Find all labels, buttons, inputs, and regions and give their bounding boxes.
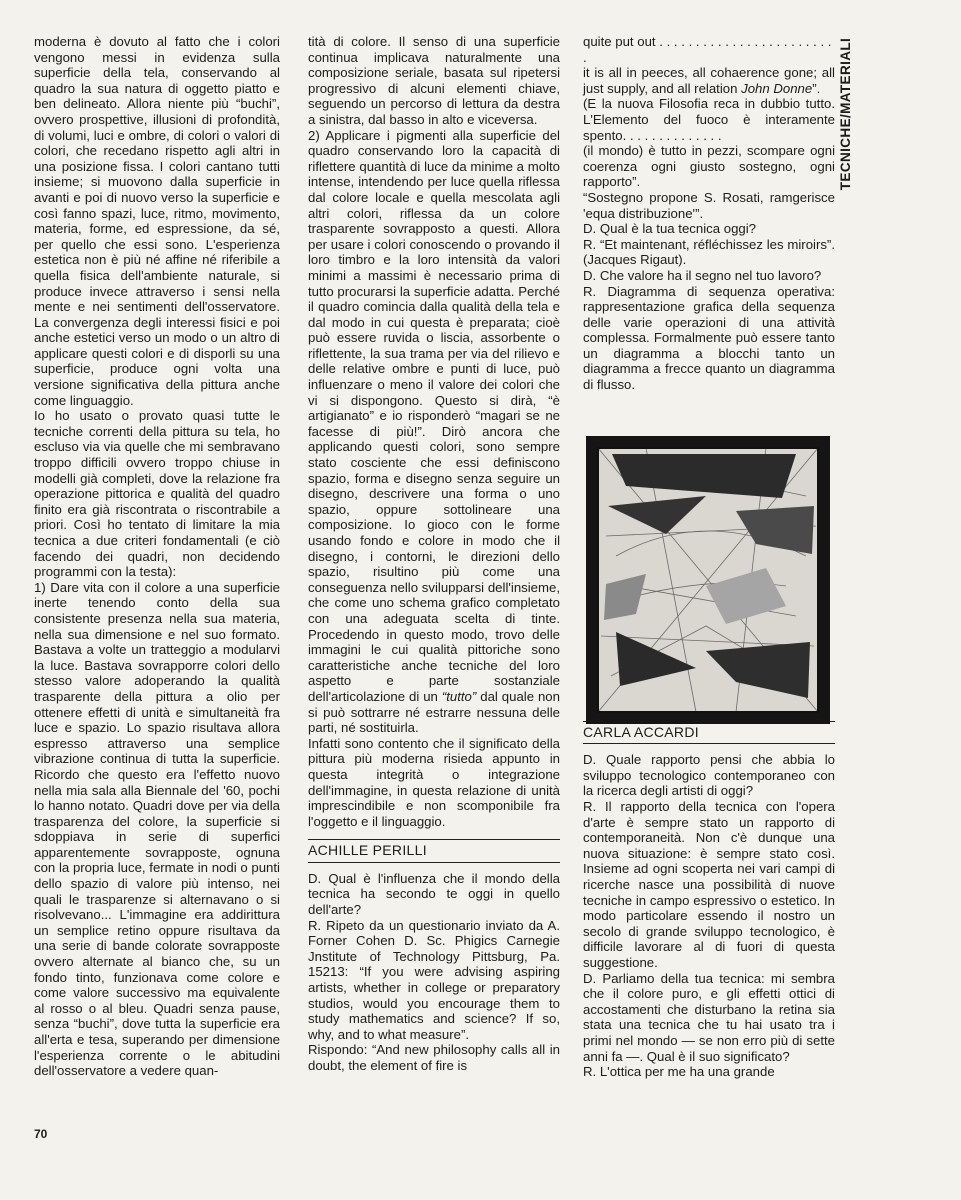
qa-answer: R. L'ottica per me ha una grande [583,1064,775,1080]
section-heading-accardi: CARLA ACCARDI [583,721,835,745]
qa-question: D. Qual è la tua tecnica oggi? [583,221,757,237]
qa-answer: R. Diagramma di sequenza operativa: rappresentazione grafica della sequenza delle varie operazioni di una attività complessa. Formalmente può essere tanto un diagramma a blocchi tanto un diagramma a frecce quanto un diagramma di flusso. [583,283,835,393]
section-label-text: TECNICHE/MATERIALI [838,37,853,191]
abstract-painting-icon [586,436,830,724]
qa-answer: R. Il rapporto della tecnica con l'opera d'arte è sempre stato un rapporto di contemporaneità. Non c'è dunque una nuova situazione: è sempre stato così. Insieme ad ogni scoperta nei vari campi di ricerche nasce una possibilità di nuove tecniche in campo espressivo o estetico. In modo particolare essendo il nostro un secolo di grande sviluppo tecnologico, è difficile lavorare al di fuori di questa suggestione. [583,799,835,970]
qa-answer: R. Ripeto da un questionario inviato da A. Forner Cohen D. Sc. Phigics Carnegie Jnstitute of Technology Pittsburg, Pa. 15213: “If you were advising aspiring artists, whether in college or preparatory studios, would you encourage them to study mathematics and science? If so, why, and to what measure”. [308,917,560,1042]
quote-text: it is all in peeces, all cohaerence gone; all just supply, and all relation [583,65,835,96]
paragraph: (E la nuova Filosofia reca in dubbio tutto. L'Elemento del fuoco è interamente spento. . . . . . . . . . . . . . [583,96,835,143]
qa-question: D. Quale rapporto pensi che abbia lo sviluppo tecnologico contemporaneo con la ricerca degli artisti di oggi? [583,752,835,799]
paragraph-text: 2) Applicare i pigmenti alla superficie del quadro conservando loro la capacità di riflettere quantità di luce da minime a molto intense, intendendo per luce quella riflessa dal colore locale e quella mescolata agli altri colori, riflessa da un colore trasparente sovrapposto a questi. Allora per usare i colori conoscendo o provando il loro timbro e la loro intensità da valori minimi a massimi è necessario prima di tutto procurarsi la superficie adatta. Perché il quadro comincia dalla qualità della tela e dal modo in cui questa è preparata; cioè può essere ruvida o liscia, assorbente o riflettente, la sua trama per via del rilievo e delle relative ombre e punti di luce, può influenzare o meno il valore dei colori che vi si dispongono. Questo si dirà, “è artigianato” e io risponderò “magari se ne facesse di più!”. Dirò ancora che applicando questi colori, sono sempre stato cosciente che essi definiscono spazio, forma e disegno senza seguire un disegno, descrivere una forma o uno spazio, oppure sottolineare una composizione. Io gioco con le forme usando fondo e colore in modo che il disegno, i contorni, le direzioni dello spazio, risultino più come una conseguenza nello svilupparsi dell'insieme, che come uno schema grafico completato con una adeguata scelta di tinte. Procedendo in questo modo, trovo delle immagini le cui qualità pittoriche sono caratteristiche anche tecniche del loro aspetto e parte sostanziale dell'articolazione di un [308,127,560,704]
paragraph-tail: dal quale non si può sottrarre né estrarre nessuna delle parti, né sostituirla. [308,688,560,736]
quote-author: John Donne [741,80,813,96]
paragraph: 1) Dare vita con il colore a una superficie inerte tenendo conto della sua consistente presenza nella sua materia, nella sua dimensione e nel suo formato. Bastava a volte un tratteggio a modularvi la luce. Bastava sovrapporre colori dello stesso valore adoperando la qualità trasparente della pittura a olio per ottenere effetti di unità e simultaneità fra luce e spazio. Lo spazio risultava allora espresso attraverso una semplice vibrazione continua di tutta la superficie. Ricordo che questo era l'effetto nuovo nella mia sala alla Biennale del '60, pochi lo hanno notato. Quadri dove per via della trasparenza del colore, la superficie si sdoppiava in serie di superfici apparentemente sovrapposte, ognuna con la propria luce, fermate in nodi o punti dello spazio di valore più intenso, nei quali le trasparenze si alternavano o si risolvevano... L'immagine era addirittura un semplice retino oppure risultava da una serie di bande colorate sovrapposte ovvero alternate al bianco che, su un fondo tinto, funzionava come colore e come valore successivo ma equivalente al rosso o al bleu. Quadri senza pause, senza “buchi”, dove tutta la superficie era all'erta e tesa, superando per dimensione l'esperienza corrente o le abitudini dell'osservatore a vedere quan- [34,579,280,1079]
qa-answer: R. “Et maintenant, réfléchissez les miroirs”. (Jacques Rigaut). [583,236,835,268]
quote-tail: ”. [812,80,821,96]
qa-answer: Rispondo: “And new philosophy calls all in doubt, the element of fire is [308,1042,560,1073]
quote-line: quite put out . . . . . . . . . . . . . . . . . . . . . . . . . [583,34,832,65]
italic-word: “tutto” [441,688,477,704]
page-number: 70 [34,1127,48,1141]
qa-question: D. Che valore ha il segno nel tuo lavoro? [583,267,822,283]
paragraph: Infatti sono contento che il significato della pittura più moderna risieda appunto in questa integrità o integrazione dell'immagine, in questa relazione di unità imprescindibile e non scomponibile fra l'oggetto e il linguaggio. [308,735,560,829]
text-column-1 [34,34,280,1079]
section-heading-perilli: ACHILLE PERILLI [308,839,560,863]
paragraph: Io ho usato o provato quasi tutte le tecniche correnti della pittura su tela, ho escluso via via quelle che mi sembravano troppo difficili ovvero troppo chiuse in modelli già completi, dove la relazione fra operazione pittorica e qualità del quadro finito era già riscontrata o riscontrabile a priori. Così ho tentato di limitare la mia tecnica a due criteri fondamentali (e ciò facendo dei quadri, non decidendo programmi con la testa): [34,408,280,580]
qa-question: D. Parliamo della tua tecnica: mi sembra che il colore puro, e gli effetti ottici di accostamenti che disturbano la retina sia stata una tecnica che tu hai usato tra i primi nel mondo — se non erro più di sette anni fa —. Qual è il suo significato? [583,970,835,1064]
paragraph: “Sostegno propone S. Rosati, ramgerisce 'equa distribuzione'”. [583,189,835,221]
artwork-image [586,436,830,724]
text-column-2 [308,34,560,1074]
quote-line [583,65,835,96]
section-label [838,34,860,194]
paragraph: tità di colore. Il senso di una superficie continua implicava naturalmente una composizione seriale, basata sul ripetersi progressivo di alcuni elementi chiave, seguendo un percorso di lettura da destra a sinistra, dal basso in alto e viceversa. [308,34,560,127]
qa-question: D. Qual è l'influenza che il mondo della tecnica ha secondo te oggi in quello dell'arte? [308,870,560,918]
paragraph [308,128,560,736]
paragraph: moderna è dovuto al fatto che i colori vengono messi in evidenza sulla superficie della tela, conservando al quadro la sua natura di oggetto piatto e ben delineato. Allora niente più “buchi”, ovvero prospettive, illusioni di profondità, di volumi, luci e ombre, di colori o valori di colori, che recedano rispetto agli altri in una posizione fissa. I colori cantano tutti insieme; si muovono dalla superficie in avanti e poi di nuovo verso la superficie e così fanno spazi, luce, ritmo, movimento, materia, forme, ed espressione, da sé, per quello che essi sono. L'esperienza estetica non è più né affine né riferibile a quella fisica dell'ambiente naturale, si produce invece attraverso i sensi nella mente e nei sentimenti dell'osservatore. La convergenza degli interessi fisici e poi anche estetici verso un modo o un altro di applicare questi colori e di disporli su una superficie, produce ogni volta una versione significativa della pittura anche come linguaggio. [34,34,280,408]
paragraph: (il mondo) è tutto in pezzi, scompare ogni coerenza ogni giusto sostegno, ogni rapporto”. [583,143,835,190]
